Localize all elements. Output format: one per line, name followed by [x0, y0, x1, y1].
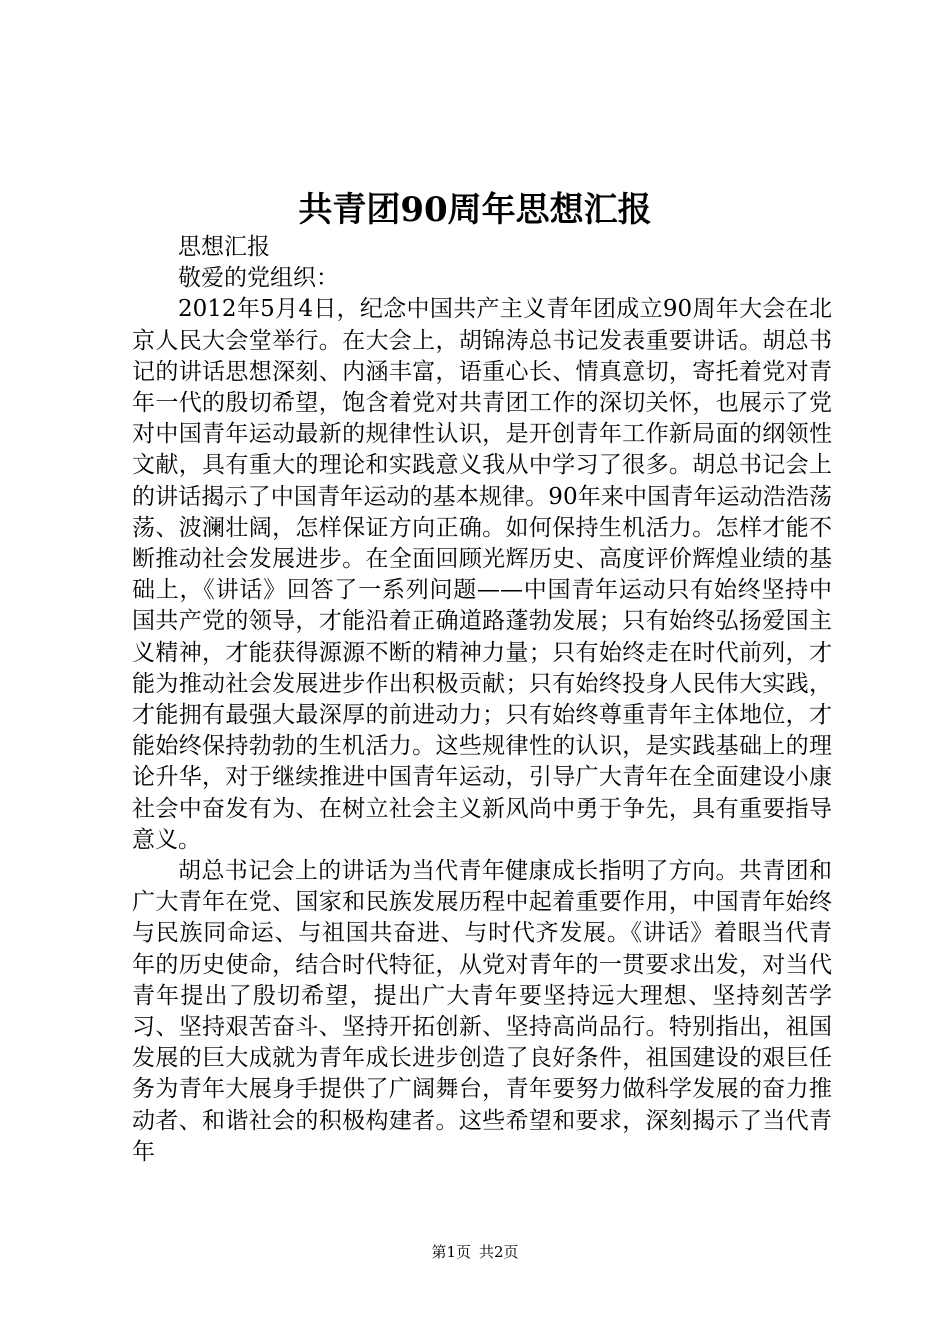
page-footer: [0, 1240, 950, 1264]
paragraph-salutation: 敬爱的党组织：: [178, 265, 339, 292]
page-number: 第1页: [431, 1243, 471, 1261]
paragraph: 2012年5月4日，纪念中国共产主义青年团成立90周年大会在北京人民大会堂举行。在大会上，胡锦涛总书记发表重要讲话。胡总书记的讲话思想深刻、内涵丰富，语重心长、情真意切，寄托着党对青年一代的殷切希望，饱含着党对共青团工作的深切关怀，也展示了党对中国青年运动最新的规律性认识，是开创青年工作新局面的纲领性文献，具有重大的理论和实践意义我从中学习了很多。胡总书记会上的讲话揭示了中国青年运动的基本规律。90年来中国青年运动浩浩荡荡、波澜壮阔，怎样保证方向正确。如何保持生机活力。怎样才能不断推动社会发展进步。在全面回顾光辉历史、高度评价辉煌业绩的基础上，《讲话》回答了一系列问题——中国青年运动只有始终坚持中国共产党的领导，才能沿着正确道路蓬勃发展；只有始终弘扬爱国主义精神，才能获得源源不断的精神力量；只有始终走在时代前列，才能为推动社会发展进步作出积极贡献；只有始终投身人民伟大实践，才能拥有最强大最深厚的前进动力；只有始终尊重青年主体地位，才能始终保持勃勃的生机活力。这些规律性的认识，是实践基础上的理论升华，对于继续推进中国青年运动，引导广大青年在全面建设小康社会中奋发有为、在树立社会主义新风尚中勇于争先，具有重要指导意义。: [132, 296, 832, 853]
document-title: 共青团90周年思想汇报: [298, 190, 652, 230]
paragraph-heading: 思想汇报: [178, 234, 270, 260]
document-body: [132, 232, 832, 1168]
page-total: 共2页: [479, 1243, 519, 1261]
paragraph: 胡总书记会上的讲话为当代青年健康成长指明了方向。共青团和广大青年在党、国家和民族发展历程中起着重要作用，中国青年始终与民族同命运、与祖国共奋进、与时代齐发展。《讲话》着眼当代青年的历史使命，结合时代特征，从党对青年的一贯要求出发，对当代青年提出了殷切希望，提出广大青年要坚持远大理想、坚持刻苦学习、坚持艰苦奋斗、坚持开拓创新、坚持高尚品行。特别指出，祖国发展的巨大成就为青年成长进步创造了良好条件，祖国建设的艰巨任务为青年大展身手提供了广阔舞台，青年要努力做科学发展的奋力推动者、和谐社会的积极构建者。这些希望和要求，深刻揭示了当代青年: [132, 858, 832, 1165]
